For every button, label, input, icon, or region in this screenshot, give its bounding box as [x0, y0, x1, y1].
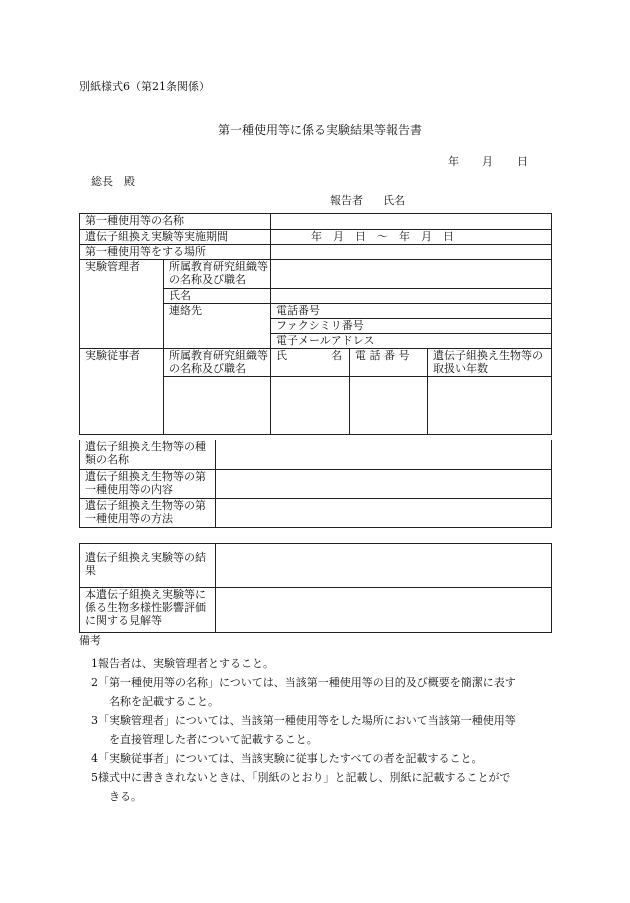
note-item — [79, 749, 559, 768]
report-table — [79, 213, 552, 435]
usage-content-value[interactable] — [216, 469, 552, 498]
note-continuation: を直接管理した者について記載すること。 — [109, 733, 318, 746]
organism-table — [79, 440, 552, 528]
note-number: 5 — [91, 771, 98, 784]
opinion-value[interactable] — [216, 588, 552, 633]
manager-org-value[interactable] — [271, 260, 552, 289]
note-item — [79, 654, 559, 673]
note-text: 「実験管理者」については、当該第一種使用等をした場所において当該第一種使用等 — [98, 714, 516, 727]
notes-list — [79, 654, 559, 806]
note-number: 3 — [91, 714, 98, 727]
form-label: 別紙様式6（第21条関係） — [79, 80, 210, 93]
note-item — [79, 673, 559, 711]
manager-contact-label: 連絡先 — [164, 304, 271, 349]
name-value-cell[interactable] — [271, 214, 552, 230]
period-label: 遺伝子組換え実験等実施期間 — [80, 230, 271, 245]
manager-label: 実験管理者 — [80, 260, 164, 349]
note-number: 1 — [91, 657, 98, 670]
staff-org-value[interactable] — [164, 377, 271, 435]
note-text: 報告者は、実験管理者とすること。 — [98, 657, 274, 670]
staff-org-label: 所属教育研究組織等の名称及び職名 — [164, 349, 271, 377]
name-label: 第一種使用等の名称 — [80, 214, 271, 230]
note-number: 4 — [91, 752, 98, 765]
document-title: 第一種使用等に係る実験結果等報告書 — [218, 123, 423, 137]
note-text: 様式中に書ききれないときは、「別紙のとおり」と記載し、別紙に記載することがで — [98, 771, 511, 784]
usage-content-label: 遺伝子組換え生物等の第一種使用等の内容 — [80, 469, 216, 498]
staff-years-value[interactable] — [428, 377, 552, 435]
usage-method-value[interactable] — [216, 498, 552, 527]
note-text: 「第一種使用等の名称」については、当該第一種使用等の目的及び概要を簡潔に表す — [98, 676, 516, 689]
notes-heading: 備考 — [79, 634, 101, 647]
opinion-label: 本遺伝子組換え実験等に係る生物多様性影響評価に関する見解等 — [80, 588, 216, 633]
staff-label: 実験従事者 — [80, 349, 164, 435]
result-value[interactable] — [216, 544, 552, 588]
note-continuation: 名称を記載すること。 — [109, 695, 219, 708]
manager-org-label: 所属教育研究組織等の名称及び職名 — [164, 260, 271, 289]
staff-phone-value[interactable] — [350, 377, 428, 435]
contact-fax-label: ファクシミリ番号 — [271, 319, 552, 334]
manager-name-value[interactable] — [271, 289, 552, 304]
reporter-label: 報告者 — [330, 194, 363, 207]
date-day: 日 — [517, 155, 528, 168]
staff-name-label: 氏 名 — [271, 349, 350, 377]
usage-method-label: 遺伝子組換え生物等の第一種使用等の方法 — [80, 498, 216, 527]
place-value-cell[interactable] — [271, 245, 552, 260]
note-continuation: きる。 — [109, 790, 142, 803]
contact-email-label: 電子メールアドレス — [271, 334, 552, 349]
organism-type-value[interactable] — [216, 440, 552, 469]
result-table — [79, 543, 552, 633]
date-month: 月 — [482, 155, 493, 168]
contact-phone-label: 電話番号 — [271, 304, 552, 319]
note-item — [79, 768, 559, 806]
staff-name-value[interactable] — [271, 377, 350, 435]
place-label: 第一種使用等をする場所 — [80, 245, 271, 260]
note-number: 2 — [91, 676, 98, 689]
note-item — [79, 711, 559, 749]
period-value[interactable]: 年 月 日 ～ 年 月 日 — [271, 230, 552, 245]
date-year: 年 — [448, 155, 459, 168]
result-label: 遺伝子組換え実験等の結果 — [80, 544, 216, 588]
addressee: 総長 殿 — [91, 175, 135, 188]
note-text: 「実験従事者」については、当該実験に従事したすべての者を記載すること。 — [98, 752, 483, 765]
manager-name-label: 氏名 — [164, 289, 271, 304]
reporter-name-label: 氏名 — [383, 194, 405, 207]
organism-type-label: 遺伝子組換え生物等の種類の名称 — [80, 440, 216, 469]
staff-years-label: 遺伝子組換え生物等の取扱い年数 — [428, 349, 552, 377]
staff-phone-label: 電 話 番 号 — [350, 349, 428, 377]
